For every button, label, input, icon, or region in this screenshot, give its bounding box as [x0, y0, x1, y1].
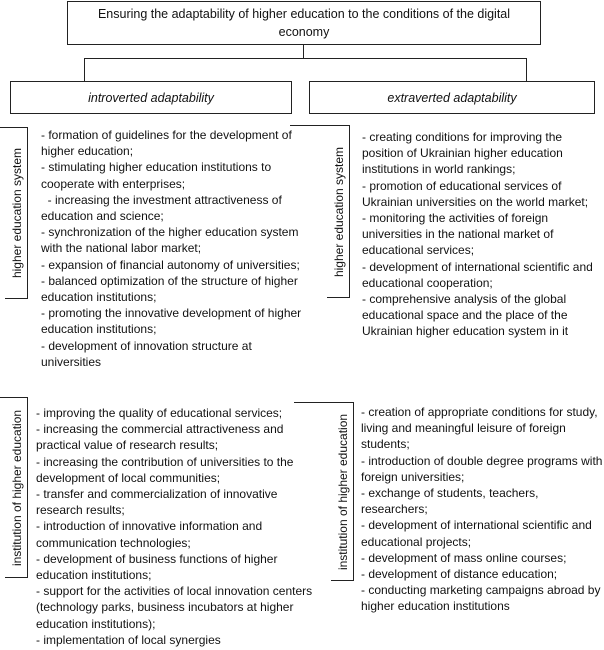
connector-right-drop: [526, 58, 527, 81]
list-item: - transfer and commercialization of innovative research results;: [36, 487, 278, 518]
list-item: - introduction of double degree programs with foreign universities;: [361, 453, 603, 484]
list-item: - expansion of financial autonomy of universities;: [41, 257, 300, 272]
list-item: - conducting marketing campaigns abroad by higher education institutions: [361, 583, 601, 614]
list-item: - monitoring the activities of foreign universities in the national market of educational services;: [362, 211, 554, 258]
list-item: - introduction of innovative information and communication technologies;: [36, 519, 263, 550]
list-item: - promotion of educational services of Ukrainian universities on the world market;: [362, 178, 589, 209]
extraverted-adaptability-box: [309, 81, 595, 114]
list-item: - synchronization of the higher education system with the national labor market;: [41, 225, 299, 256]
list-item: - promoting the innovative development of higher education institutions;: [41, 306, 302, 337]
extraverted-adaptability-label: extraverted adaptability: [387, 90, 517, 105]
extra-system-side-label: [327, 125, 350, 298]
list-item: - creation of appropriate conditions for study, living and meaningful leisure of foreign students;: [361, 405, 598, 452]
list-item: - development of international scientific and educational cooperation;: [362, 259, 593, 290]
connector-horizontal: [84, 58, 527, 59]
list-item: - development of innovation structure at universities: [41, 338, 252, 369]
introverted-adaptability-box: [10, 81, 292, 114]
intro-institution-list: [36, 405, 318, 648]
title-box: [67, 1, 541, 45]
list-item: - balanced optimization of the structure of higher education institutions;: [41, 273, 298, 305]
intro-system-label: higher education system: [9, 147, 24, 279]
list-item: - development of distance education;: [361, 567, 558, 582]
list-item: - increasing the commercial attractiveness and practical value of research results;: [36, 422, 284, 453]
extra-institution-label: institution of higher education: [335, 413, 350, 570]
list-item: - increasing the investment attractiveness of education and science;: [41, 192, 286, 224]
list-item: - increasing the contribution of universities to the development of local communities;: [36, 454, 294, 485]
introverted-adaptability-label: introverted adaptability: [88, 90, 214, 105]
list-item: - implementation of local synergies: [36, 632, 221, 647]
list-item: - support for the activities of local innovation centers (technology parks, business incubators at higher education institutions);: [36, 584, 313, 631]
list-item: - creating conditions for improving the position of Ukrainian higher education institutions in world rankings;: [362, 130, 563, 177]
extra-system-list: [362, 129, 602, 340]
extra-institution-side-label: [331, 402, 354, 581]
connector-left-drop: [84, 58, 85, 81]
intro-institution-label: institution of higher education: [9, 409, 24, 566]
list-item: - development of business functions of higher education institutions;: [36, 551, 278, 583]
intro-system-list: [41, 127, 313, 370]
intro-institution-side-label: [5, 397, 28, 578]
intro-system-side-label: [5, 127, 28, 299]
list-item: - stimulating higher education institutions to cooperate with enterprises;: [41, 160, 272, 191]
list-item: - exchange of students, teachers, researchers;: [361, 486, 539, 517]
list-item: - comprehensive analysis of the global educational space and the place of the Ukrainian higher education system in it: [362, 292, 569, 339]
list-item: - formation of guidelines for the development of higher education;: [41, 128, 292, 159]
list-item: - improving the quality of educational services;: [36, 406, 283, 420]
extra-system-label: higher education system: [331, 146, 346, 277]
list-item: - development of mass online courses;: [361, 550, 567, 565]
extra-institution-list: [361, 404, 603, 615]
diagram-title: Ensuring the adaptability of higher education to the conditions of the digital economy: [97, 7, 511, 39]
list-item: - development of international scientific and educational projects;: [361, 518, 592, 549]
connector-vertical-top: [303, 45, 304, 59]
